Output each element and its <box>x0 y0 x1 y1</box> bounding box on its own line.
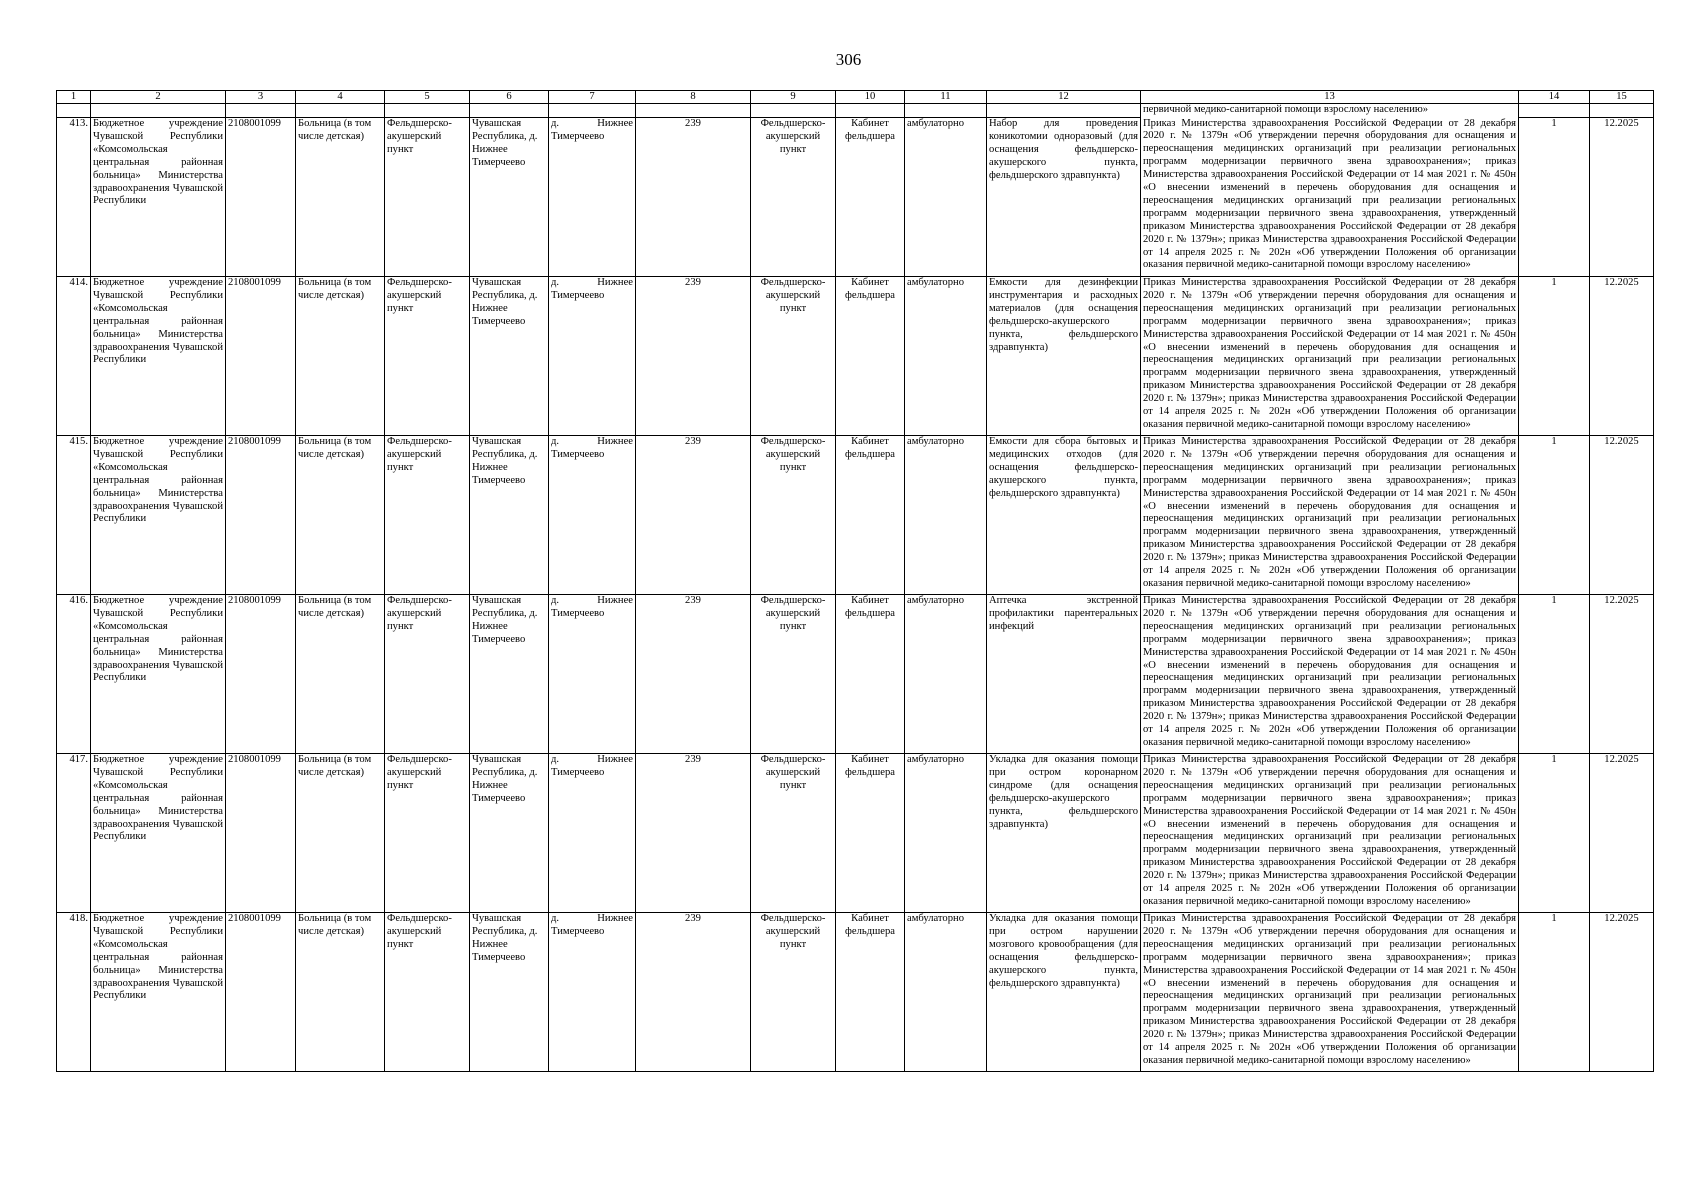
locality-cell: д. Нижнее Тимерчеево <box>549 436 636 595</box>
column-header: 7 <box>549 91 636 104</box>
table-row <box>57 595 1654 754</box>
legal-basis-cell: Приказ Министерства здравоохранения Российской Федерации от 28 декабря 2020 г. № 1379н «Об утверждении перечня оборудования для оснащения и переоснащения медицинских организаций при реализации региональных программ модернизации первичного звена здравоохранения»; приказ Министерства здравоохранения Российской Федерации от 14 мая 2021 г. № 450н «О внесении изменений в перечень оборудования для оснащения и переоснащения медицинских организаций при реализации региональных программ модернизации первичного звена здравоохранения, утвержденный приказом Министерства здравоохранения Российской Федерации от 28 декабря 2020 г. № 1379н»; приказ Министерства здравоохранения Российской Федерации от 14 апреля 2025 г. № 202н «Об утверждении Положения об организации оказания первичной медико-санитарной помощи взрослому населению» <box>1141 754 1519 913</box>
column-header: 10 <box>836 91 905 104</box>
legal-basis-cell: Приказ Министерства здравоохранения Российской Федерации от 28 декабря 2020 г. № 1379н «Об утверждении перечня оборудования для оснащения и переоснащения медицинских организаций при реализации региональных программ модернизации первичного звена здравоохранения»; приказ Министерства здравоохранения Российской Федерации от 14 мая 2021 г. № 450н «О внесении изменений в перечень оборудования для оснащения и переоснащения медицинских организаций при реализации региональных программ модернизации первичного звена здравоохранения, утвержденный приказом Министерства здравоохранения Российской Федерации от 28 декабря 2020 г. № 1379н»; приказ Министерства здравоохранения Российской Федерации от 14 апреля 2025 г. № 202н «Об утверждении Положения об организации оказания первичной медико-санитарной помощи взрослому населению» <box>1141 595 1519 754</box>
table-row <box>57 913 1654 1072</box>
code-cell: 239 <box>636 277 751 436</box>
inn-cell: 2108001099 <box>226 913 296 1072</box>
equipment-name-cell: Емкости для сбора бытовых и медицинских отходов (для оснащения фельдшерско-акушерского пункта, фельдшерского здравпункта) <box>987 436 1141 595</box>
code-cell: 239 <box>636 118 751 277</box>
room-cell: Кабинет фельдшера <box>836 913 905 1072</box>
row-number-cell: 413. <box>57 118 91 277</box>
equipment-name-cell: Емкости для дезинфекции инструментария и расходных материалов (для оснащения фельдшерско-акушерского пункта, фельдшерского здравпункта) <box>987 277 1141 436</box>
column-number-header-row <box>57 91 1654 104</box>
inn-cell: 2108001099 <box>226 118 296 277</box>
care-conditions-cell: амбулаторно <box>905 118 987 277</box>
care-conditions-cell: амбулаторно <box>905 436 987 595</box>
legal-basis-cell: Приказ Министерства здравоохранения Российской Федерации от 28 декабря 2020 г. № 1379н «Об утверждении перечня оборудования для оснащения и переоснащения медицинских организаций при реализации региональных программ модернизации первичного звена здравоохранения»; приказ Министерства здравоохранения Российской Федерации от 14 мая 2021 г. № 450н «О внесении изменений в перечень оборудования для оснащения и переоснащения медицинских организаций при реализации региональных программ модернизации первичного звена здравоохранения, утвержденный приказом Министерства здравоохранения Российской Федерации от 28 декабря 2020 г. № 1379н»; приказ Министерства здравоохранения Российской Федерации от 14 апреля 2025 г. № 202н «Об утверждении Положения об организации оказания первичной медико-санитарной помощи взрослому населению» <box>1141 118 1519 277</box>
subunit-cell: Фельдшерско-акушерский пункт <box>751 118 836 277</box>
column-header: 13 <box>1141 91 1519 104</box>
structural-unit-cell: Фельдшерско-акушерский пункт <box>385 913 470 1072</box>
structural-unit-cell: Фельдшерско-акушерский пункт <box>385 277 470 436</box>
code-cell: 239 <box>636 913 751 1072</box>
inn-cell: 2108001099 <box>226 277 296 436</box>
deadline-cell: 12.2025 <box>1590 913 1654 1072</box>
page-number: 306 <box>835 50 862 69</box>
subunit-cell: Фельдшерско-акушерский пункт <box>751 595 836 754</box>
room-cell: Кабинет фельдшера <box>836 277 905 436</box>
column-header: 6 <box>470 91 549 104</box>
column-header: 12 <box>987 91 1141 104</box>
organization-cell: Бюджетное учреждение Чувашской Республики «Комсомольская центральная районная больница» Министерства здравоохранения Чувашской Республики <box>91 754 226 913</box>
equipment-name-cell: Аптечка экстренной профилактики парентеральных инфекций <box>987 595 1141 754</box>
inn-cell: 2108001099 <box>226 595 296 754</box>
room-cell: Кабинет фельдшера <box>836 436 905 595</box>
column-header: 11 <box>905 91 987 104</box>
subunit-cell: Фельдшерско-акушерский пункт <box>751 913 836 1072</box>
column-header: 14 <box>1519 91 1590 104</box>
equipment-name-cell: Укладка для оказания помощи при остром нарушении мозгового кровообращения (для оснащения фельдшерско-акушерского пункта, фельдшерского здравпункта) <box>987 913 1141 1072</box>
column-header: 9 <box>751 91 836 104</box>
deadline-cell: 12.2025 <box>1590 118 1654 277</box>
row-number-cell: 414. <box>57 277 91 436</box>
quantity-cell: 1 <box>1519 595 1590 754</box>
structural-unit-cell: Фельдшерско-акушерский пункт <box>385 595 470 754</box>
column-header: 8 <box>636 91 751 104</box>
row-number-cell: 418. <box>57 913 91 1072</box>
room-cell: Кабинет фельдшера <box>836 118 905 277</box>
row-number-cell: 417. <box>57 754 91 913</box>
table-row <box>57 118 1654 277</box>
column-header: 3 <box>226 91 296 104</box>
care-conditions-cell: амбулаторно <box>905 595 987 754</box>
address-region-cell: Чувашская Республика, д. Нижнее Тимерчеево <box>470 595 549 754</box>
table-row <box>57 277 1654 436</box>
column-header: 5 <box>385 91 470 104</box>
table-row <box>57 436 1654 595</box>
quantity-cell: 1 <box>1519 436 1590 595</box>
address-region-cell: Чувашская Республика, д. Нижнее Тимерчеево <box>470 436 549 595</box>
care-conditions-cell: амбулаторно <box>905 754 987 913</box>
organization-cell: Бюджетное учреждение Чувашской Республики «Комсомольская центральная районная больница» Министерства здравоохранения Чувашской Республики <box>91 595 226 754</box>
row-number-cell: 416. <box>57 595 91 754</box>
locality-cell: д. Нижнее Тимерчеево <box>549 277 636 436</box>
equipment-name-cell: Набор для проведения коникотомии одноразовый (для оснащения фельдшерско-акушерского пункта, фельдшерского здравпункта) <box>987 118 1141 277</box>
deadline-cell: 12.2025 <box>1590 595 1654 754</box>
organization-type-cell: Больница (в том числе детская) <box>296 595 385 754</box>
legal-basis-cell: Приказ Министерства здравоохранения Российской Федерации от 28 декабря 2020 г. № 1379н «Об утверждении перечня оборудования для оснащения и переоснащения медицинских организаций при реализации региональных программ модернизации первичного звена здравоохранения»; приказ Министерства здравоохранения Российской Федерации от 14 мая 2021 г. № 450н «О внесении изменений в перечень оборудования для оснащения и переоснащения медицинских организаций при реализации региональных программ модернизации первичного звена здравоохранения, утвержденный приказом Министерства здравоохранения Российской Федерации от 28 декабря 2020 г. № 1379н»; приказ Министерства здравоохранения Российской Федерации от 14 апреля 2025 г. № 202н «Об утверждении Положения об организации оказания первичной медико-санитарной помощи взрослому населению» <box>1141 436 1519 595</box>
organization-cell: Бюджетное учреждение Чувашской Республики «Комсомольская центральная районная больница» Министерства здравоохранения Чувашской Республики <box>91 913 226 1072</box>
quantity-cell: 1 <box>1519 913 1590 1072</box>
room-cell: Кабинет фельдшера <box>836 754 905 913</box>
deadline-cell: 12.2025 <box>1590 754 1654 913</box>
table-row <box>57 754 1654 913</box>
code-cell: 239 <box>636 595 751 754</box>
column-header: 1 <box>57 91 91 104</box>
legal-basis-cell: Приказ Министерства здравоохранения Российской Федерации от 28 декабря 2020 г. № 1379н «Об утверждении перечня оборудования для оснащения и переоснащения медицинских организаций при реализации региональных программ модернизации первичного звена здравоохранения»; приказ Министерства здравоохранения Российской Федерации от 14 мая 2021 г. № 450н «О внесении изменений в перечень оборудования для оснащения и переоснащения медицинских организаций при реализации региональных программ модернизации первичного звена здравоохранения, утвержденный приказом Министерства здравоохранения Российской Федерации от 28 декабря 2020 г. № 1379н»; приказ Министерства здравоохранения Российской Федерации от 14 апреля 2025 г. № 202н «Об утверждении Положения об организации оказания первичной медико-санитарной помощи взрослому населению» <box>1141 913 1519 1072</box>
quantity-cell: 1 <box>1519 118 1590 277</box>
continuation-text: первичной медико-санитарной помощи взрослому населению» <box>1141 104 1519 118</box>
equipment-name-cell: Укладка для оказания помощи при остром коронарном синдроме (для оснащения фельдшерско-акушерского пункта, фельдшерского здравпункта) <box>987 754 1141 913</box>
structural-unit-cell: Фельдшерско-акушерский пункт <box>385 754 470 913</box>
organization-type-cell: Больница (в том числе детская) <box>296 754 385 913</box>
organization-cell: Бюджетное учреждение Чувашской Республики «Комсомольская центральная районная больница» Министерства здравоохранения Чувашской Республики <box>91 277 226 436</box>
address-region-cell: Чувашская Республика, д. Нижнее Тимерчеево <box>470 754 549 913</box>
code-cell: 239 <box>636 436 751 595</box>
locality-cell: д. Нижнее Тимерчеево <box>549 118 636 277</box>
structural-unit-cell: Фельдшерско-акушерский пункт <box>385 436 470 595</box>
address-region-cell: Чувашская Республика, д. Нижнее Тимерчеево <box>470 913 549 1072</box>
quantity-cell: 1 <box>1519 754 1590 913</box>
subunit-cell: Фельдшерско-акушерский пункт <box>751 754 836 913</box>
address-region-cell: Чувашская Республика, д. Нижнее Тимерчеево <box>470 118 549 277</box>
organization-type-cell: Больница (в том числе детская) <box>296 436 385 595</box>
organization-type-cell: Больница (в том числе детская) <box>296 277 385 436</box>
subunit-cell: Фельдшерско-акушерский пункт <box>751 277 836 436</box>
row-number-cell: 415. <box>57 436 91 595</box>
quantity-cell: 1 <box>1519 277 1590 436</box>
address-region-cell: Чувашская Республика, д. Нижнее Тимерчеево <box>470 277 549 436</box>
care-conditions-cell: амбулаторно <box>905 913 987 1072</box>
locality-cell: д. Нижнее Тимерчеево <box>549 913 636 1072</box>
care-conditions-cell: амбулаторно <box>905 277 987 436</box>
deadline-cell: 12.2025 <box>1590 277 1654 436</box>
organization-cell: Бюджетное учреждение Чувашской Республики «Комсомольская центральная районная больница» Министерства здравоохранения Чувашской Республики <box>91 118 226 277</box>
subunit-cell: Фельдшерско-акушерский пункт <box>751 436 836 595</box>
column-header: 4 <box>296 91 385 104</box>
column-header: 15 <box>1590 91 1654 104</box>
inn-cell: 2108001099 <box>226 436 296 595</box>
locality-cell: д. Нижнее Тимерчеево <box>549 754 636 913</box>
table-body <box>57 91 1654 1072</box>
legal-basis-cell: Приказ Министерства здравоохранения Российской Федерации от 28 декабря 2020 г. № 1379н «Об утверждении перечня оборудования для оснащения и переоснащения медицинских организаций при реализации региональных программ модернизации первичного звена здравоохранения»; приказ Министерства здравоохранения Российской Федерации от 14 мая 2021 г. № 450н «О внесении изменений в перечень оборудования для оснащения и переоснащения медицинских организаций при реализации региональных программ модернизации первичного звена здравоохранения, утвержденный приказом Министерства здравоохранения Российской Федерации от 28 декабря 2020 г. № 1379н»; приказ Министерства здравоохранения Российской Федерации от 14 апреля 2025 г. № 202н «Об утверждении Положения об организации оказания первичной медико-санитарной помощи взрослому населению» <box>1141 277 1519 436</box>
equipment-table <box>56 90 1654 1072</box>
room-cell: Кабинет фельдшера <box>836 595 905 754</box>
organization-type-cell: Больница (в том числе детская) <box>296 118 385 277</box>
deadline-cell: 12.2025 <box>1590 436 1654 595</box>
inn-cell: 2108001099 <box>226 754 296 913</box>
structural-unit-cell: Фельдшерско-акушерский пункт <box>385 118 470 277</box>
continuation-row <box>57 104 1654 118</box>
organization-cell: Бюджетное учреждение Чувашской Республики «Комсомольская центральная районная больница» Министерства здравоохранения Чувашской Республики <box>91 436 226 595</box>
organization-type-cell: Больница (в том числе детская) <box>296 913 385 1072</box>
locality-cell: д. Нижнее Тимерчеево <box>549 595 636 754</box>
column-header: 2 <box>91 91 226 104</box>
code-cell: 239 <box>636 754 751 913</box>
